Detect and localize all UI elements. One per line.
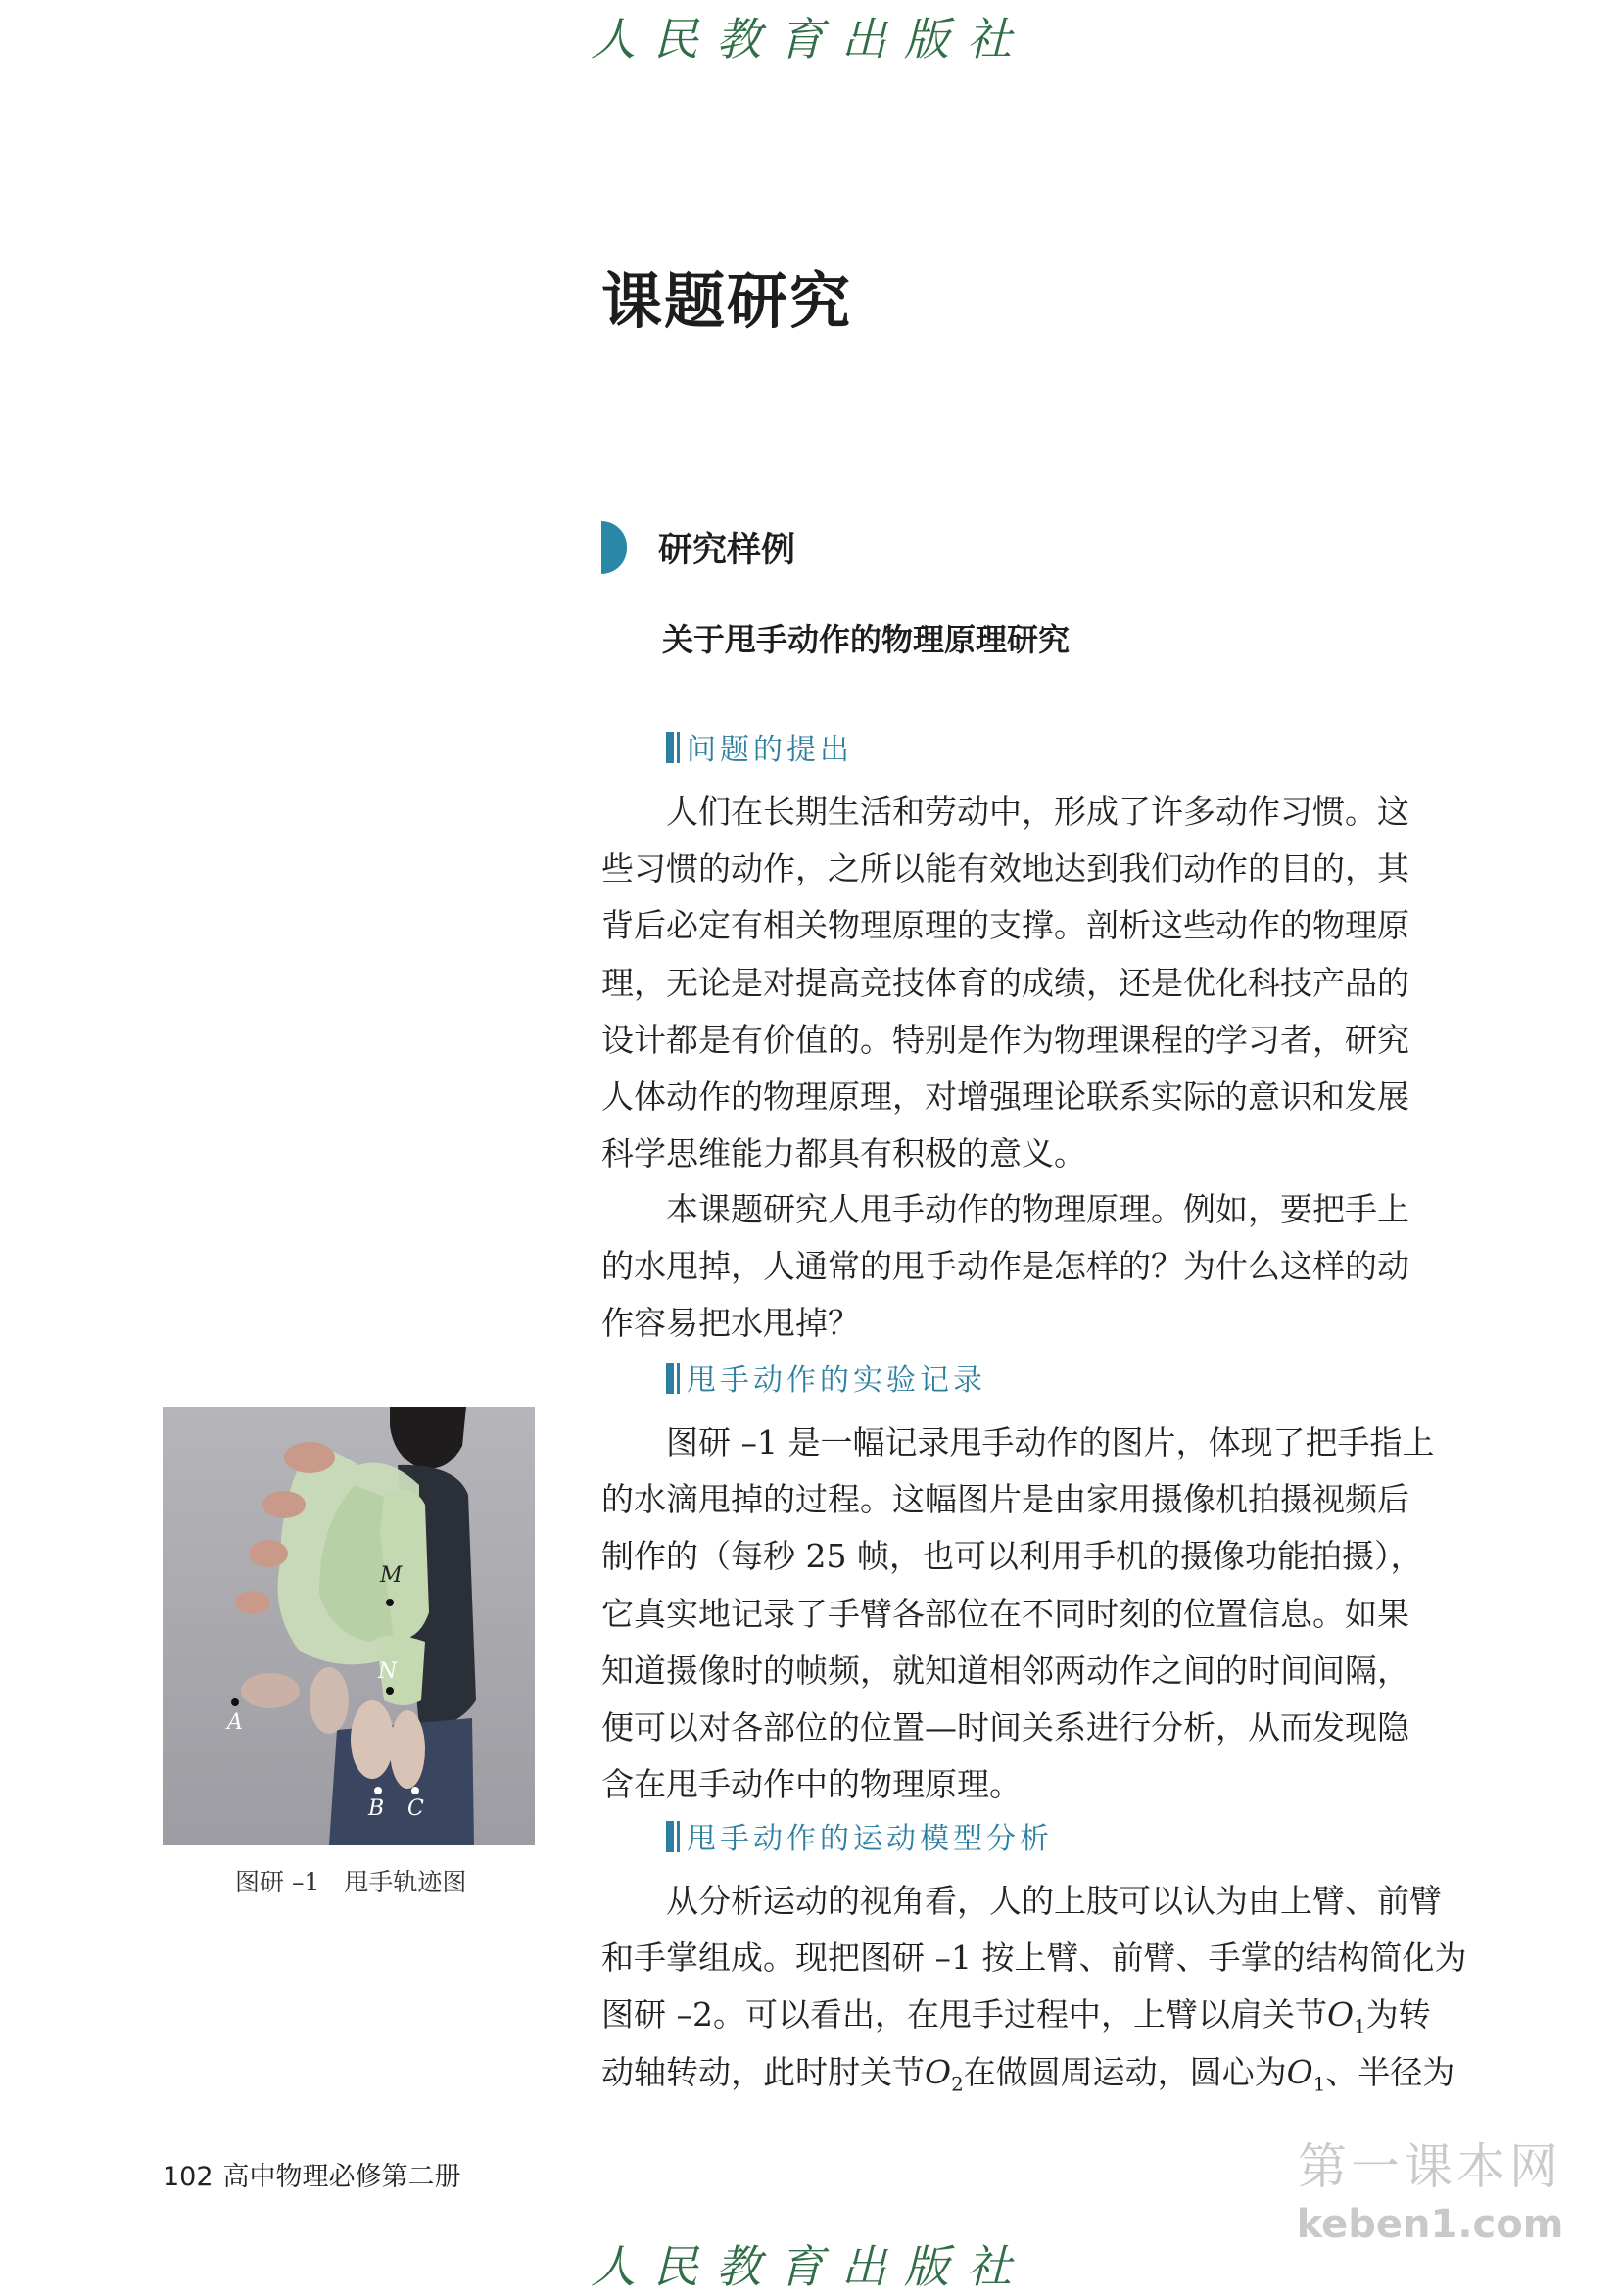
- article-subtitle: 关于甩手动作的物理原理研究: [662, 621, 1071, 658]
- subhead-bar-icon: [666, 732, 677, 763]
- book-title: 高中物理必修第二册: [222, 2162, 461, 2192]
- subhead-experiment: 甩手动作的实验记录: [666, 1356, 986, 1399]
- figure-caption: 图研 –1 甩手轨迹图: [235, 1868, 467, 1896]
- subhead-problem: 问题的提出: [666, 725, 853, 768]
- hand-swing-photo: [163, 1407, 535, 1845]
- page-title: 课题研究: [601, 265, 853, 337]
- page-number: 102: [163, 2162, 214, 2192]
- paragraph-2: 本课题研究人甩手动作的物理原理。例如，要把手上 的水甩掉，人通常的甩手动作是怎样的？为什么这样的动 作容易把水甩掉？: [601, 1190, 1409, 1343]
- subhead-bar-icon: [666, 1821, 677, 1852]
- point-A: [231, 1698, 239, 1706]
- page-footer: [163, 2155, 461, 2193]
- section-title: 研究样例: [658, 531, 796, 570]
- para4-line4: 动轴转动，此时肘关节$O_2$在做圆周运动，圆心为$O_1$、半径为: [601, 2052, 1455, 2096]
- point-M: [386, 1599, 394, 1606]
- hand-shape: [351, 1700, 394, 1779]
- label-A: A: [227, 1710, 243, 1735]
- paragraph-4: 从分析运动的视角看，人的上肢可以认为由上臂、前臂 和手掌组成。现把图研 –1 按上臂、前臂、手掌的结构简化为 图研 –2。可以看出，在甩手过程中，上臂以肩关节$O_1$为转 动轴转动，此时肘关节$O_2$在做圆周运动，圆心为$O_1$、半径为: [601, 1873, 1444, 2101]
- section-marker-icon: [601, 521, 627, 574]
- label-C: C: [407, 1796, 424, 1821]
- subhead-bar-icon: [666, 1363, 677, 1394]
- label-N: N: [378, 1659, 398, 1684]
- subhead-model: 甩手动作的运动模型分析: [666, 1814, 1053, 1857]
- label-B: B: [368, 1796, 385, 1821]
- publisher-watermark-bottom: 人民教育出版社: [591, 2240, 1029, 2293]
- para4-line3: 图研 –2。可以看出，在甩手过程中，上臂以肩关节$O_1$为转: [601, 1995, 1431, 2038]
- publisher-watermark-top: 人民教育出版社: [591, 13, 1029, 66]
- point-N: [386, 1687, 394, 1695]
- point-C: [411, 1787, 419, 1794]
- point-B: [374, 1787, 382, 1794]
- paragraph-1: 人们在长期生活和劳动中，形成了许多动作习惯。这 些习惯的动作，之所以能有效地达到我们动作的目的，其 背后必定有相关物理原理的支撑。剖析这些动作的物理原 理，无论是对提高竞技体育的成绩，还是优化科技产品的 设计都是有价值的。特别是作为物理课程的学习者，研究 人体动作的物理原理，对增强理论联系实际的意识和发展 科学思维能力都具有积极的意义。: [601, 792, 1409, 1173]
- site-watermark: 第一课本网 keben1.com: [1296, 2138, 1564, 2247]
- paragraph-3: 图研 –1 是一幅记录甩手动作的图片，体现了把手指上 的水滴甩掉的过程。这幅图片是由家用摄像机拍摄视频后 制作的（每秒 25 帧，也可以利用手机的摄像功能拍摄）， 它真实地记录了手臂各部位在不同时刻的位置信息。如果 知道摄像时的帧频，就知道相邻两动作之间的时间间隔， 便可以对各部位的位置—时间关系进行分析，从而发现隐 含在甩手动作中的物理原理。: [601, 1423, 1435, 1804]
- hand-swing-illustration: [163, 1407, 535, 1845]
- label-M: M: [380, 1563, 403, 1588]
